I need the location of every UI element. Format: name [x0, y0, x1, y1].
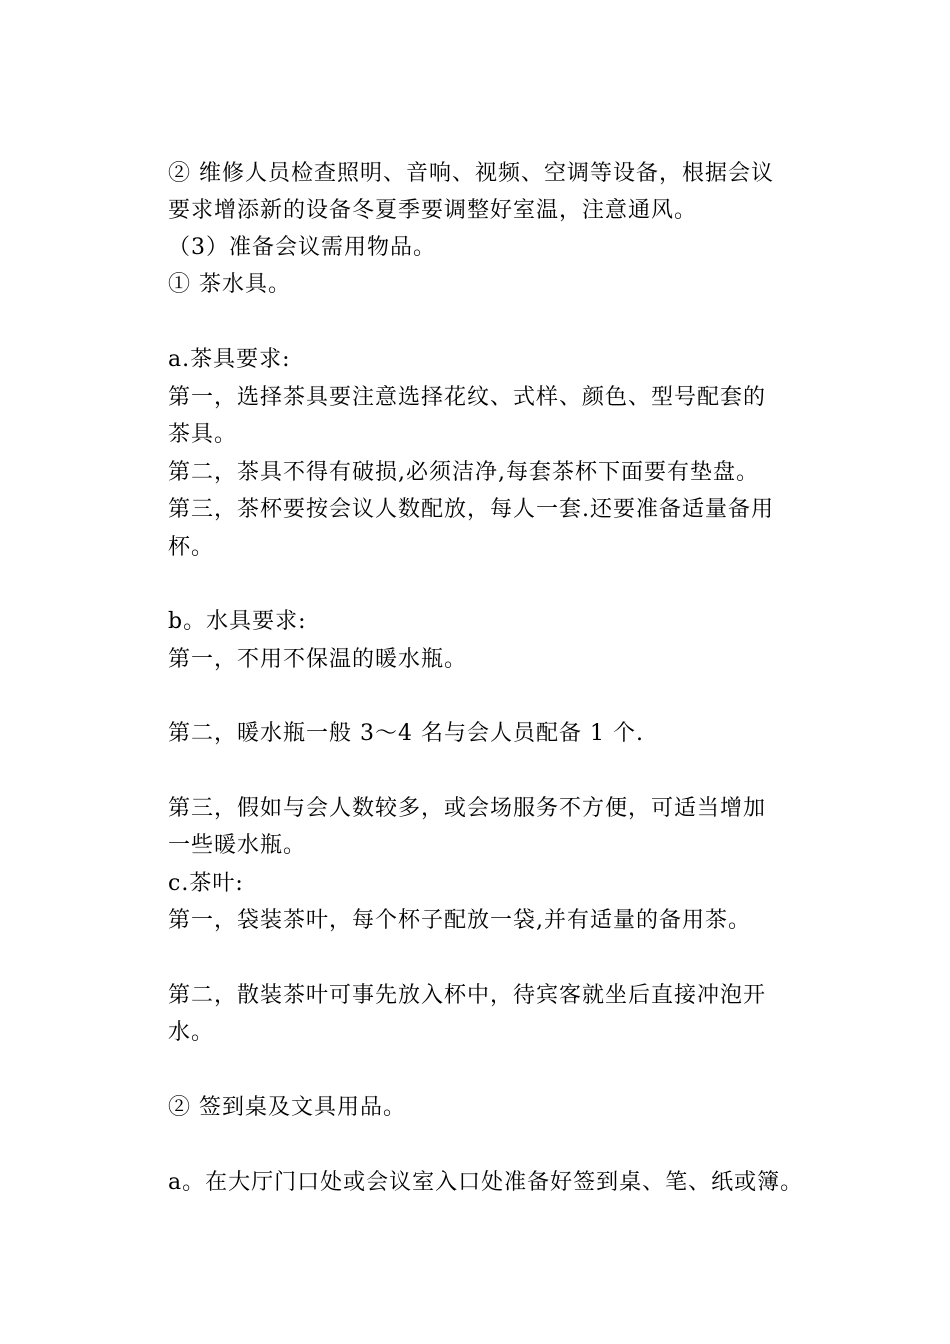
text-line-1: ② 维修人员检查照明、音响、视频、空调等设备，根据会议 — [168, 161, 774, 186]
text-line-21: a。在大厅门口处或会议室入口处准备好签到桌、笔、纸或簿。 — [168, 1170, 804, 1195]
text-line-11: b。水具要求: — [168, 609, 307, 634]
text-line-5: a.茶具要求: — [168, 347, 291, 372]
text-line-13: 第二，暖水瓶一般 3～4 名与会人员配备 1 个. — [168, 721, 644, 746]
text-line-17: 第一，袋装茶叶，每个杯子配放一袋,并有适量的备用茶。 — [168, 908, 751, 933]
text-line-19: 水。 — [168, 1020, 215, 1045]
text-line-7: 茶具。 — [168, 422, 238, 447]
text-line-10: 杯。 — [168, 535, 215, 560]
text-line-3: （3）准备会议需用物品。 — [168, 235, 436, 260]
text-line-16: c.茶叶: — [168, 871, 244, 896]
text-line-15: 一些暖水瓶。 — [168, 833, 307, 858]
text-line-8: 第二，茶具不得有破损,必须洁净,每套茶杯下面要有垫盘。 — [168, 460, 759, 485]
text-line-2: 要求增添新的设备冬夏季要调整好室温，注意通风。 — [168, 198, 698, 223]
text-line-9: 第三，茶杯要按会议人数配放，每人一套.还要准备适量备用 — [168, 497, 774, 522]
text-line-20: ② 签到桌及文具用品。 — [168, 1095, 406, 1120]
text-line-4: ① 茶水具。 — [168, 272, 291, 297]
text-line-14: 第三，假如与会人数较多，或会场服务不方便，可适当增加 — [168, 796, 767, 821]
text-line-18: 第二，散装茶叶可事先放入杯中，待宾客就坐后直接冲泡开 — [168, 983, 767, 1008]
text-line-12: 第一，不用不保温的暖水瓶。 — [168, 647, 468, 672]
text-line-6: 第一，选择茶具要注意选择花纹、式样、颜色、型号配套的 — [168, 385, 767, 410]
